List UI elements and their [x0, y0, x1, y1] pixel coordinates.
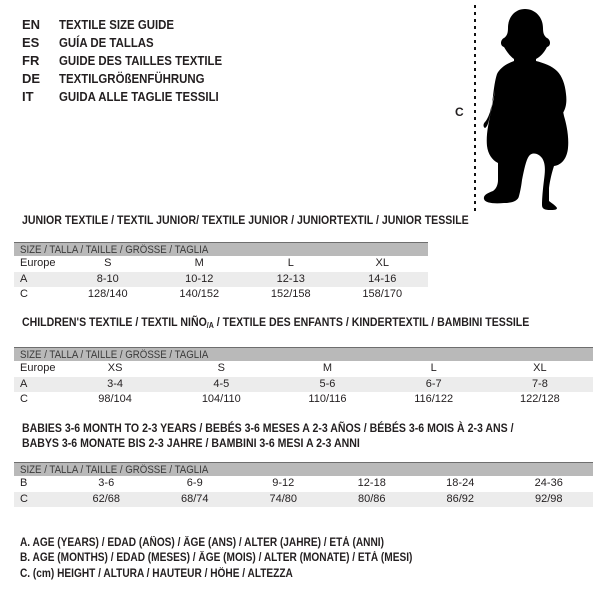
section-title-text: JUNIOR TEXTILE / TEXTIL JUNIOR/ TEXTILE JUNIOR / JUNIORTEXTIL / JUNIOR TESSILE — [22, 213, 469, 227]
cell-value: 68/74 — [180, 492, 209, 505]
section-childrens-textile — [0, 315, 598, 408]
cell-value: 8-10 — [96, 272, 119, 285]
language-label-text: GUÍA DE TALLAS — [59, 35, 154, 50]
cell-value: 116/122 — [414, 393, 454, 405]
cell-value: 92/98 — [534, 492, 563, 505]
cell-value: 122/128 — [520, 393, 560, 405]
section-title-text: BABYS 3-6 MONATE BIS 2-3 JAHRE / BAMBINI 3-6 MESI A 2-3 ANNI — [22, 436, 360, 450]
section-title-text — [22, 315, 529, 333]
cell-value: 14-16 — [368, 272, 397, 285]
language-list — [22, 17, 244, 107]
cell-value: XS — [107, 362, 123, 374]
language-row — [22, 17, 244, 35]
cell-value: M — [194, 257, 204, 269]
table-header-bar — [14, 462, 593, 476]
language-row — [22, 53, 244, 71]
size-table — [14, 462, 593, 507]
language-label — [59, 17, 190, 32]
legend-note-text: A. AGE (YEARS) / EDAD (AÑOS) / ÂGE (ANS) / ALTER (JAHRE) / ETÀ (ANNI) — [20, 537, 384, 549]
section-title-sub: /A — [206, 321, 214, 330]
table-header-bar — [14, 242, 428, 256]
size-table — [14, 242, 428, 303]
language-row — [22, 89, 244, 107]
cell-value: 74/80 — [269, 492, 298, 505]
cell-value: 3-4 — [107, 377, 124, 390]
legend-notes — [20, 536, 466, 582]
cell-value: 12-13 — [276, 272, 305, 285]
figure-height-label: C — [455, 105, 464, 119]
cell-value: 152/158 — [270, 288, 311, 300]
language-code: FR — [22, 53, 40, 68]
cell-value: 4-5 — [213, 377, 230, 390]
cell-value: 7-8 — [531, 377, 548, 390]
row-label: A — [20, 272, 28, 285]
language-label — [59, 53, 244, 68]
cell-value: 5-6 — [319, 377, 336, 390]
size-table — [14, 347, 593, 408]
section-title — [22, 436, 593, 451]
cell-value: 12-18 — [357, 477, 386, 489]
row-label: A — [20, 377, 28, 390]
cell-value: 80/86 — [357, 492, 386, 505]
row-label: Europe — [20, 362, 56, 374]
legend-note-text: B. AGE (MONTHS) / EDAD (MESES) / ÂGE (MOIS) / ALTER (MONATE) / ETÀ (MESI) — [20, 552, 413, 565]
cell-value: 104/110 — [201, 393, 241, 405]
table-header-text: SIZE / TALLA / TAILLE / GRÖSSE / TAGLIA — [20, 349, 209, 361]
table-row — [14, 287, 428, 303]
cell-value: 98/104 — [98, 393, 132, 405]
cell-value: S — [104, 257, 112, 269]
table-header-text: SIZE / TALLA / TAILLE / GRÖSSE / TAGLIA — [20, 464, 209, 476]
row-label: C — [20, 492, 28, 505]
row-label: C — [20, 393, 28, 405]
language-label-text: TEXTILE SIZE GUIDE — [59, 17, 175, 32]
row-label: B — [20, 477, 28, 489]
language-label-text: GUIDA ALLE TAGLIE TESSILI — [59, 89, 219, 104]
cell-value: 140/152 — [179, 288, 220, 300]
section-title-pre: CHILDREN'S TEXTILE / TEXTIL NIÑO — [22, 315, 207, 329]
legend-note — [20, 567, 466, 582]
cell-value: 6-9 — [186, 477, 203, 489]
baby-silhouette-icon — [482, 8, 572, 210]
language-label — [59, 35, 167, 50]
height-measure-dashed-line — [474, 5, 476, 211]
cell-value: 3-6 — [98, 477, 115, 489]
cell-value: S — [217, 362, 225, 374]
table-row — [14, 492, 593, 508]
section-title-post: / TEXTILE DES ENFANTS / KINDERTEXTIL / BAMBINI TESSILE — [213, 315, 530, 329]
language-row — [22, 71, 244, 89]
table-row — [14, 377, 593, 393]
section-title — [22, 213, 530, 228]
section-babies-textile — [0, 421, 593, 507]
cell-value: 62/68 — [92, 492, 121, 505]
language-label-text: TEXTILGRÖßENFÜHRUNG — [59, 71, 205, 86]
language-code: DE — [22, 71, 41, 86]
cell-value: 128/140 — [87, 288, 128, 300]
cell-value: 10-12 — [185, 272, 214, 285]
row-label: Europe — [20, 257, 56, 269]
section-title — [22, 315, 598, 333]
cell-value: 6-7 — [425, 377, 442, 390]
section-title-text: BABIES 3-6 MONTH TO 2-3 YEARS / BEBÉS 3-6 MESES A 2-3 AÑOS / BÉBÉS 3-6 MOIS À 2-3 ANS / — [22, 421, 514, 435]
legend-note — [20, 536, 466, 551]
cell-value: 24-36 — [534, 477, 563, 489]
legend-note — [20, 551, 466, 566]
legend-note-text: C. (cm) HEIGHT / ALTURA / HAUTEUR / HÖHE / ALTEZZA — [20, 567, 293, 580]
cell-value: 86/92 — [446, 492, 475, 505]
cell-value: M — [322, 362, 333, 374]
language-code: ES — [22, 35, 40, 50]
section-junior-textile — [0, 213, 530, 303]
row-label: C — [20, 288, 28, 300]
language-label — [59, 89, 241, 104]
language-row — [22, 35, 244, 53]
table-header-bar — [14, 347, 593, 361]
language-code: EN — [22, 17, 41, 32]
table-row — [14, 272, 428, 288]
cell-value: L — [430, 362, 437, 374]
section-title — [22, 421, 593, 436]
cell-value: 18-24 — [446, 477, 475, 489]
table-row — [14, 256, 428, 272]
cell-value: XL — [533, 362, 547, 374]
table-row — [14, 361, 593, 377]
cell-value: L — [287, 257, 294, 269]
language-code: IT — [22, 89, 34, 104]
language-label-text: GUIDE DES TAILLES TEXTILE — [59, 53, 223, 68]
language-label — [59, 71, 224, 86]
cell-value: 9-12 — [272, 477, 295, 489]
table-row — [14, 392, 593, 408]
cell-value: 110/116 — [308, 393, 347, 405]
table-row — [14, 476, 593, 492]
cell-value: XL — [375, 257, 389, 269]
cell-value: 158/170 — [362, 288, 403, 300]
table-header-text: SIZE / TALLA / TAILLE / GRÖSSE / TAGLIA — [20, 244, 209, 256]
